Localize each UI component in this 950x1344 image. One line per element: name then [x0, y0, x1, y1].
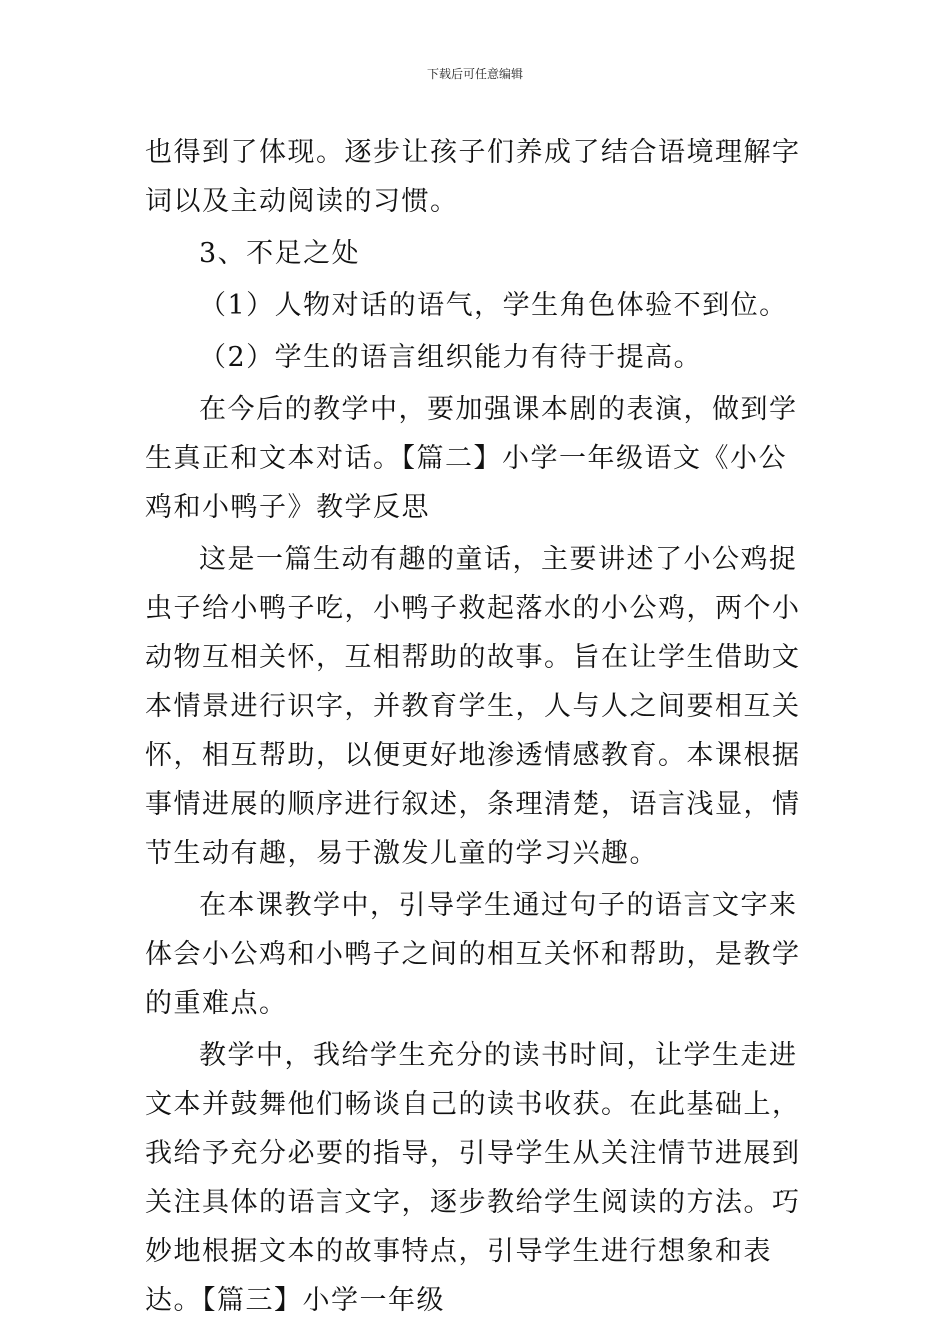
paragraph: 教学中，我给学生充分的读书时间，让学生走进文本并鼓舞他们畅谈自己的读书收获。在此基础上，我给予充分必要的指导，引导学生从关注情节进展到关注具体的语言文字，逐步教给学生阅读的方法。巧妙地根据文本的故事特点，引导学生进行想象和表达。【篇三】小学一年级 [145, 1040, 801, 1316]
paragraph-continuation: 也得到了体现。逐步让孩子们养成了结合语境理解字词以及主动阅读的习惯。 [145, 137, 801, 217]
document-body [145, 128, 810, 1325]
list-item: （1）人物对话的语气，学生角色体验不到位。 [199, 290, 788, 321]
page-header: 下载后可任意编辑 [426, 67, 523, 81]
list-item: （2）学生的语言组织能力有待于提高。 [199, 342, 703, 373]
paragraph: 在本课教学中，引导学生通过句子的语言文字来体会小公鸡和小鸭子之间的相互关怀和帮助，是教学的重难点。 [145, 890, 801, 1019]
paragraph: 在今后的教学中，要加强课本剧的表演，做到学生真正和文本对话。【篇二】小学一年级语文《小公鸡和小鸭子》教学反思 [145, 394, 798, 523]
paragraph: 这是一篇生动有趣的童话，主要讲述了小公鸡捉虫子给小鸭子吃，小鸭子救起落水的小公鸡，两个小动物互相关怀，互相帮助的故事。旨在让学生借助文本情景进行识字，并教育学生，人与人之间要相互关怀，相互帮助，以便更好地渗透情感教育。本课根据事情进展的顺序进行叙述，条理清楚，语言浅显，情节生动有趣，易于激发儿童的学习兴趣。 [145, 544, 801, 869]
section-heading-shortcomings: 3、不足之处 [199, 238, 361, 269]
